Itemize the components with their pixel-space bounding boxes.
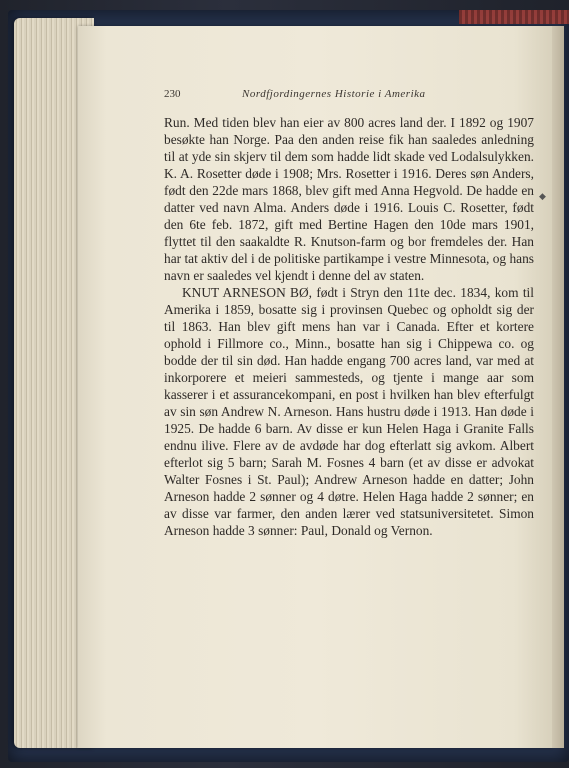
paragraph-1: Run. Med tiden blev han eier av 800 acres land der. I 1892 og 1907 besøkte han Norge. Paa den anden reise fik han saaledes anledning til at yde sin skjerv til dem som hadde lidt skade ved Lodalsulykken. K. A. Rosetter døde i 1908; Mrs. Rosetter i 1916. Deres søn Anders, født den 22de mars 1868, blev gift med Anna Hegvold. De hadde en datter ved navn Alma. Anders døde i 1916. Louis C. Rosetter, født den 6te feb. 1872, gift med Bertine Hagen den 10de mars 1901, flyttet til den saakaldte R. Knutson-farm og bor fremdeles der. Han har tat aktiv del i de politiske partikampe i vestre Minnesota, og hans navn er saaledes vel kjendt i denne del av staten. — [164, 115, 535, 283]
page-number: 230 — [164, 88, 181, 100]
body-text — [164, 114, 534, 539]
running-head — [164, 88, 536, 106]
page-right-edge — [552, 26, 564, 748]
cover-bookmark-band — [459, 10, 569, 24]
margin-mark-icon: ◆ — [539, 192, 546, 202]
running-title: Nordfjordingernes Historie i Amerika — [242, 88, 426, 100]
paragraph-2: KNUT ARNESON BØ, født i Stryn den 11te dec. 1834, kom til Amerika i 1859, bosatte sig i provinsen Quebec og opholdt sig der til 1863. Han blev gift mens han var i Canada. Efter et kortere ophold i Fillmore co., Minn., bosatte han sig i Chippewa co. og bodde der til sin død. Han hadde engang 700 acres land, var med at inkorporere et meieri sammesteds, og tjente i mange aar som kasserer i et assurancekompani, en post i hvilken han blev efterfulgt av sin søn Andrew N. Arneson. Hans hustru døde i 1913. Han døde i 1925. De hadde 6 barn. Av disse er kun Helen Haga i Granite Falls endnu ilive. Flere av de avdøde har dog efterlatt sig avkom. Albert efterlot sig 5 barn; Sarah M. Fosnes 4 barn (et av disse er advokat Walter Fosnes i St. Paul); Andrew Arneson hadde en datter; John Arneson hadde 2 sønner og 4 døtre. Helen Haga hadde 2 sønner; en av disse var farmer, den anden lærer ved statsuniversitetet. Simon Arneson hadde 3 sønner: Paul, Donald og Vernon. — [164, 285, 534, 538]
